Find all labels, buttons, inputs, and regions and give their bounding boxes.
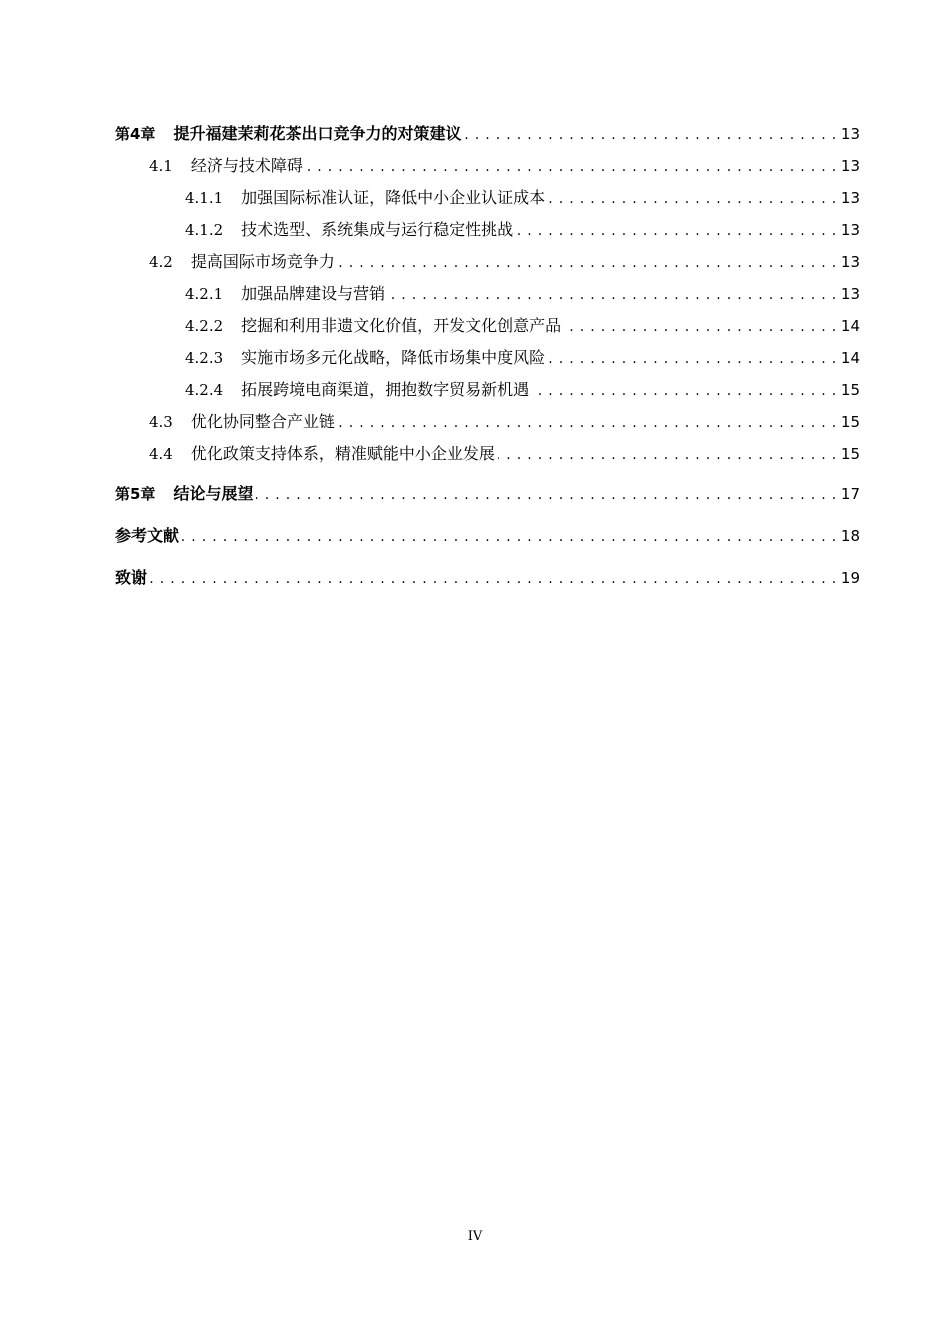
dot-leader (464, 124, 837, 144)
toc-entry-title: 结论与展望 (173, 484, 254, 503)
toc-entry-title: 加强品牌建设与营销 (241, 284, 386, 303)
toc-entry-number: 第4章 (115, 125, 156, 143)
dot-leader (516, 220, 837, 240)
toc-entry-number: 4.4 (149, 445, 173, 463)
dot-leader (548, 188, 837, 208)
toc-entry-title: 经济与技术障碍 (190, 156, 303, 175)
toc-entry-page: 13 (840, 221, 860, 239)
toc-entry-page: 17 (840, 485, 860, 503)
toc-entry-page: 13 (840, 125, 860, 143)
toc-entry-number: 4.2.3 (185, 349, 224, 367)
toc-entry-acknowledgements[interactable] (115, 564, 860, 588)
toc-entry-4-2-4[interactable] (115, 376, 860, 400)
toc-entry-references[interactable] (115, 522, 860, 546)
toc-entry-page: 15 (840, 445, 860, 463)
toc-entry-title: 提高国际市场竞争力 (190, 252, 335, 271)
toc-entry-page: 14 (840, 349, 860, 367)
toc-entry-title: 加强国际标准认证，降低中小企业认证成本 (241, 188, 546, 207)
toc-entry-number: 4.2.4 (185, 381, 224, 399)
dot-leader (338, 412, 837, 432)
toc-entry-4-2-3[interactable] (115, 344, 860, 368)
toc-entry-title: 技术选型、系统集成与运行稳定性挑战 (241, 220, 514, 239)
toc-entry-chapter-4[interactable] (115, 120, 860, 144)
page-number: IV (467, 1229, 483, 1244)
dot-leader (564, 316, 837, 336)
toc-entry-title: 挖掘和利用非遗文化价值，开发文化创意产品 (241, 316, 562, 335)
toc-entry-number: 4.2.1 (185, 285, 224, 303)
toc-entry-title: 优化协同整合产业链 (190, 412, 335, 431)
toc-entry-page: 13 (840, 189, 860, 207)
toc-entry-page: 13 (840, 253, 860, 271)
dot-leader (498, 444, 837, 464)
toc-entry-4-2-2[interactable] (115, 312, 860, 336)
toc-entry-4-1-1[interactable] (115, 184, 860, 208)
toc-entry-page: 13 (840, 157, 860, 175)
toc-entry-number: 第5章 (115, 485, 156, 503)
toc-entry-number: 4.1.2 (185, 221, 224, 239)
dot-leader (150, 568, 837, 588)
toc-entry-title: 提升福建茉莉花茶出口竞争力的对策建议 (173, 124, 462, 143)
dot-leader (306, 156, 837, 176)
toc-entry-title: 致谢 (115, 568, 148, 587)
toc-entry-title: 优化政策支持体系，精准赋能中小企业发展 (190, 444, 495, 463)
dot-leader (182, 526, 837, 546)
toc-entry-page: 14 (840, 317, 860, 335)
dot-leader (256, 484, 837, 504)
toc-entry-4-3[interactable] (115, 408, 860, 432)
toc-entry-page: 19 (840, 569, 860, 587)
toc-entry-4-2[interactable] (115, 248, 860, 272)
toc-entry-number: 4.1 (149, 157, 173, 175)
toc-entry-number: 4.1.1 (185, 189, 224, 207)
toc-entry-chapter-5[interactable] (115, 480, 860, 504)
toc-entry-title: 实施市场多元化战略，降低市场集中度风险 (241, 348, 546, 367)
toc-entry-4-1-2[interactable] (115, 216, 860, 240)
toc-entry-title: 拓展跨境电商渠道，拥抱数字贸易新机遇 (241, 380, 530, 399)
dot-leader (338, 252, 837, 272)
toc-entry-page: 13 (840, 285, 860, 303)
toc-entry-number: 4.2.2 (185, 317, 224, 335)
toc-entry-4-2-1[interactable] (115, 280, 860, 304)
dot-leader (548, 348, 837, 368)
dot-leader (388, 284, 837, 304)
toc-entry-page: 15 (840, 381, 860, 399)
toc-entry-4-4[interactable] (115, 440, 860, 464)
toc-entry-4-1[interactable] (115, 152, 860, 176)
toc-entry-page: 15 (840, 413, 860, 431)
toc-entry-title: 参考文献 (115, 526, 180, 545)
toc-entry-number: 4.3 (149, 413, 173, 431)
toc-entry-number: 4.2 (149, 253, 173, 271)
toc-entry-page: 18 (840, 527, 860, 545)
dot-leader (532, 380, 837, 400)
